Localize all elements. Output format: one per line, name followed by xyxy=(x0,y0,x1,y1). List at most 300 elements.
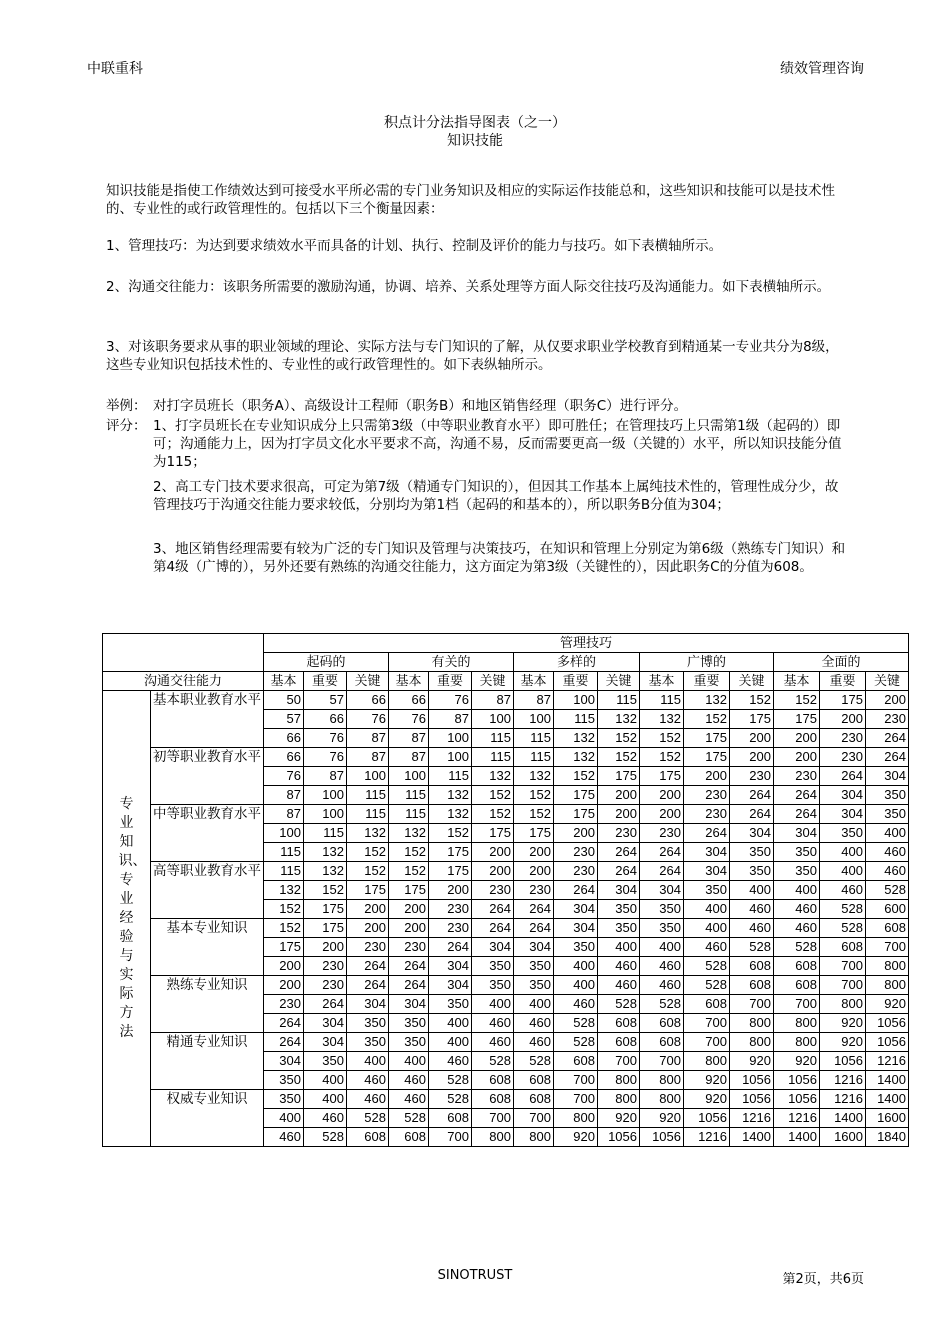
points-cell: 600 xyxy=(866,900,909,919)
table-row xyxy=(103,748,909,767)
points-cell: 175 xyxy=(774,710,820,729)
points-cell: 400 xyxy=(598,938,640,957)
points-cell: 264 xyxy=(730,805,774,824)
title-line-1: 积点计分法指导图表（之一） xyxy=(384,115,566,131)
points-cell: 152 xyxy=(472,786,514,805)
points-cell: 1056 xyxy=(774,1071,820,1090)
points-cell: 152 xyxy=(774,691,820,710)
points-cell: 700 xyxy=(820,976,866,995)
points-cell: 230 xyxy=(640,824,684,843)
points-cell: 800 xyxy=(866,976,909,995)
points-cell: 132 xyxy=(554,729,598,748)
points-cell: 115 xyxy=(264,843,304,862)
points-cell: 528 xyxy=(472,1052,514,1071)
mgmt-level-header: 多样的 xyxy=(514,653,640,672)
points-cell: 608 xyxy=(640,1033,684,1052)
points-cell: 264 xyxy=(730,786,774,805)
points-cell: 304 xyxy=(304,1014,347,1033)
comm-level-header: 关键 xyxy=(598,672,640,691)
points-cell: 800 xyxy=(774,1014,820,1033)
points-cell: 700 xyxy=(598,1052,640,1071)
points-cell: 115 xyxy=(640,691,684,710)
points-cell: 460 xyxy=(820,881,866,900)
points-cell: 304 xyxy=(347,995,389,1014)
points-cell: 115 xyxy=(472,729,514,748)
points-cell: 115 xyxy=(347,805,389,824)
points-cell: 400 xyxy=(820,862,866,881)
points-cell: 400 xyxy=(429,1014,472,1033)
points-cell: 350 xyxy=(472,976,514,995)
points-cell: 152 xyxy=(389,862,429,881)
points-cell: 460 xyxy=(640,957,684,976)
points-cell: 460 xyxy=(774,900,820,919)
points-cell: 920 xyxy=(554,1128,598,1147)
points-cell: 132 xyxy=(304,862,347,881)
points-cell: 528 xyxy=(514,1052,554,1071)
points-cell: 175 xyxy=(554,805,598,824)
points-cell: 528 xyxy=(684,957,730,976)
comm-level-header: 关键 xyxy=(730,672,774,691)
comm-level-header: 基本 xyxy=(774,672,820,691)
points-cell: 230 xyxy=(514,881,554,900)
comm-level-header: 基本 xyxy=(640,672,684,691)
points-cell: 350 xyxy=(640,900,684,919)
points-cell: 920 xyxy=(866,995,909,1014)
points-cell: 115 xyxy=(598,691,640,710)
points-cell: 400 xyxy=(684,900,730,919)
points-cell: 460 xyxy=(347,1071,389,1090)
points-cell: 608 xyxy=(554,1052,598,1071)
points-cell: 87 xyxy=(472,691,514,710)
points-cell: 200 xyxy=(774,729,820,748)
points-cell: 528 xyxy=(554,1014,598,1033)
points-cell: 400 xyxy=(820,843,866,862)
header-row-mgmt xyxy=(103,634,909,653)
points-cell: 700 xyxy=(774,995,820,1014)
points-cell: 100 xyxy=(472,710,514,729)
points-cell: 264 xyxy=(598,843,640,862)
points-cell: 175 xyxy=(304,919,347,938)
points-cell: 460 xyxy=(389,1071,429,1090)
points-cell: 230 xyxy=(820,729,866,748)
points-cell: 608 xyxy=(429,1109,472,1128)
points-cell: 460 xyxy=(598,957,640,976)
points-cell: 152 xyxy=(554,767,598,786)
points-cell: 350 xyxy=(264,1071,304,1090)
points-cell: 230 xyxy=(472,881,514,900)
points-cell: 200 xyxy=(304,938,347,957)
points-cell: 1216 xyxy=(684,1128,730,1147)
points-cell: 400 xyxy=(304,1090,347,1109)
points-cell: 304 xyxy=(472,938,514,957)
footer-brand: SINOTRUST xyxy=(437,1268,513,1283)
points-cell: 152 xyxy=(389,843,429,862)
points-cell: 400 xyxy=(514,995,554,1014)
points-cell: 608 xyxy=(598,1033,640,1052)
points-cell: 175 xyxy=(472,824,514,843)
mgmt-level-header: 广博的 xyxy=(640,653,774,672)
points-cell: 264 xyxy=(472,900,514,919)
points-cell: 608 xyxy=(472,1071,514,1090)
evaluation-label: 评分： xyxy=(106,418,147,434)
header-company: 中联重科 xyxy=(87,61,143,77)
points-cell: 460 xyxy=(598,976,640,995)
points-cell: 175 xyxy=(554,786,598,805)
points-cell: 460 xyxy=(429,1052,472,1071)
points-cell: 175 xyxy=(264,938,304,957)
points-cell: 920 xyxy=(684,1090,730,1109)
points-cell: 230 xyxy=(820,748,866,767)
knowledge-axis-text: 专业知识、专业经验与实际方法 xyxy=(118,796,147,1040)
points-cell: 460 xyxy=(554,995,598,1014)
points-cell: 100 xyxy=(389,767,429,786)
points-cell: 76 xyxy=(389,710,429,729)
points-cell: 700 xyxy=(820,957,866,976)
points-cell: 460 xyxy=(347,1090,389,1109)
points-cell: 230 xyxy=(264,995,304,1014)
points-cell: 230 xyxy=(774,767,820,786)
factor-3: 3、对该职务要求从事的职业领域的理论、实际方法与专门知识的了解，从仅要求职业学校教育到精通某一专业共分为8级，这些专业知识包括技术性的、专业性的或行政管理性的。如下表纵轴所示。 xyxy=(106,339,839,373)
points-cell: 608 xyxy=(389,1128,429,1147)
points-cell: 304 xyxy=(554,900,598,919)
points-cell: 132 xyxy=(554,748,598,767)
points-cell: 700 xyxy=(640,1052,684,1071)
points-cell: 264 xyxy=(389,976,429,995)
points-cell: 400 xyxy=(304,1071,347,1090)
points-cell: 1056 xyxy=(866,1014,909,1033)
points-cell: 76 xyxy=(264,767,304,786)
knowledge-axis-label xyxy=(103,691,151,1147)
points-cell: 304 xyxy=(820,786,866,805)
intro-paragraph: 知识技能是指使工作绩效达到可接受水平所必需的专门业务知识及相应的实际运作技能总和，这些知识和技能可以是技术性的、专业性的或行政管理性的。包括以下三个衡量因素： xyxy=(106,183,835,217)
points-cell: 115 xyxy=(264,862,304,881)
points-cell: 132 xyxy=(264,881,304,900)
points-cell: 115 xyxy=(429,767,472,786)
points-cell: 304 xyxy=(389,995,429,1014)
points-cell: 200 xyxy=(389,900,429,919)
points-cell: 87 xyxy=(514,691,554,710)
points-cell: 920 xyxy=(820,1014,866,1033)
points-cell: 608 xyxy=(514,1090,554,1109)
points-cell: 264 xyxy=(347,976,389,995)
points-cell: 1056 xyxy=(820,1052,866,1071)
points-cell: 528 xyxy=(598,995,640,1014)
points-cell: 400 xyxy=(472,995,514,1014)
points-cell: 700 xyxy=(684,1014,730,1033)
points-cell: 264 xyxy=(598,862,640,881)
points-cell: 200 xyxy=(598,786,640,805)
points-cell: 1400 xyxy=(866,1071,909,1090)
points-cell: 350 xyxy=(774,843,820,862)
table-row xyxy=(103,1090,909,1109)
points-cell: 350 xyxy=(264,1090,304,1109)
points-cell: 230 xyxy=(684,786,730,805)
points-cell: 608 xyxy=(514,1071,554,1090)
comm-level-header: 重要 xyxy=(554,672,598,691)
points-cell: 920 xyxy=(640,1109,684,1128)
points-cell: 800 xyxy=(514,1128,554,1147)
comm-level-header: 重要 xyxy=(304,672,347,691)
points-cell: 460 xyxy=(514,1014,554,1033)
points-cell: 460 xyxy=(684,938,730,957)
comm-level-header: 重要 xyxy=(429,672,472,691)
knowledge-level-label: 中等职业教育水平 xyxy=(151,805,264,862)
points-cell: 350 xyxy=(347,1033,389,1052)
evaluation-item-3: 3、地区销售经理需要有较为广泛的专门知识及管理与决策技巧，在知识和管理上分别定为第6级（熟练专门知识）和第4级（广博的），另外还要有熟练的沟通交往能力，这方面定为第3级（关键性的），因此职务C的分值为608。 xyxy=(153,541,846,575)
points-cell: 460 xyxy=(264,1128,304,1147)
knowledge-level-label: 基本专业知识 xyxy=(151,919,264,976)
points-cell: 175 xyxy=(730,710,774,729)
points-cell: 175 xyxy=(347,881,389,900)
points-cell: 608 xyxy=(640,1014,684,1033)
comm-skills-header: 沟通交往能力 xyxy=(103,672,264,691)
points-cell: 175 xyxy=(598,767,640,786)
points-cell: 115 xyxy=(389,805,429,824)
points-cell: 350 xyxy=(429,995,472,1014)
points-cell: 200 xyxy=(640,805,684,824)
knowledge-points-table xyxy=(102,633,909,1147)
points-cell: 152 xyxy=(472,805,514,824)
points-cell: 57 xyxy=(304,691,347,710)
knowledge-level-label: 精通专业知识 xyxy=(151,1033,264,1090)
points-cell: 1600 xyxy=(866,1109,909,1128)
points-cell: 460 xyxy=(514,1033,554,1052)
table-row xyxy=(103,919,909,938)
comm-level-header: 关键 xyxy=(347,672,389,691)
points-cell: 230 xyxy=(429,900,472,919)
points-cell: 200 xyxy=(429,881,472,900)
points-cell: 304 xyxy=(820,805,866,824)
points-cell: 460 xyxy=(730,900,774,919)
points-cell: 87 xyxy=(429,710,472,729)
points-cell: 200 xyxy=(640,786,684,805)
points-cell: 608 xyxy=(774,976,820,995)
points-cell: 175 xyxy=(429,843,472,862)
points-cell: 528 xyxy=(429,1071,472,1090)
points-cell: 700 xyxy=(429,1128,472,1147)
points-cell: 115 xyxy=(554,710,598,729)
points-cell: 132 xyxy=(389,824,429,843)
example-text: 对打字员班长（职务A）、高级设计工程师（职务B）和地区销售经理（职务C）进行评分。 xyxy=(153,398,688,414)
points-cell: 264 xyxy=(264,1033,304,1052)
points-cell: 800 xyxy=(730,1033,774,1052)
points-cell: 115 xyxy=(514,748,554,767)
mgmt-level-header: 有关的 xyxy=(389,653,514,672)
points-cell: 460 xyxy=(472,1014,514,1033)
points-cell: 800 xyxy=(774,1033,820,1052)
points-cell: 800 xyxy=(730,1014,774,1033)
points-cell: 350 xyxy=(389,1014,429,1033)
points-cell: 264 xyxy=(514,919,554,938)
points-cell: 230 xyxy=(389,938,429,957)
points-cell: 350 xyxy=(598,900,640,919)
points-cell: 350 xyxy=(684,881,730,900)
points-cell: 230 xyxy=(304,976,347,995)
points-cell: 230 xyxy=(304,957,347,976)
table-row xyxy=(103,691,909,710)
points-cell: 200 xyxy=(264,957,304,976)
points-cell: 175 xyxy=(684,729,730,748)
points-cell: 264 xyxy=(389,957,429,976)
points-cell: 152 xyxy=(598,748,640,767)
points-cell: 76 xyxy=(304,729,347,748)
points-cell: 1056 xyxy=(774,1090,820,1109)
points-cell: 152 xyxy=(429,824,472,843)
points-cell: 100 xyxy=(514,710,554,729)
points-cell: 230 xyxy=(554,843,598,862)
points-cell: 400 xyxy=(389,1052,429,1071)
points-cell: 700 xyxy=(684,1033,730,1052)
points-cell: 200 xyxy=(774,748,820,767)
comm-level-header: 关键 xyxy=(472,672,514,691)
points-cell: 350 xyxy=(866,786,909,805)
points-cell: 230 xyxy=(598,824,640,843)
points-cell: 115 xyxy=(347,786,389,805)
points-cell: 400 xyxy=(347,1052,389,1071)
points-cell: 608 xyxy=(684,995,730,1014)
points-cell: 304 xyxy=(640,881,684,900)
comm-level-header: 基本 xyxy=(389,672,429,691)
points-cell: 175 xyxy=(684,748,730,767)
points-cell: 304 xyxy=(866,767,909,786)
points-cell: 132 xyxy=(472,767,514,786)
points-cell: 460 xyxy=(774,919,820,938)
header-row-comm xyxy=(103,672,909,691)
knowledge-level-label: 基本职业教育水平 xyxy=(151,691,264,748)
points-cell: 700 xyxy=(554,1090,598,1109)
points-cell: 1216 xyxy=(730,1109,774,1128)
comm-level-header: 关键 xyxy=(866,672,909,691)
points-cell: 528 xyxy=(389,1109,429,1128)
points-cell: 920 xyxy=(820,1033,866,1052)
points-cell: 264 xyxy=(304,995,347,1014)
points-cell: 152 xyxy=(640,748,684,767)
points-cell: 304 xyxy=(554,919,598,938)
points-cell: 608 xyxy=(866,919,909,938)
points-cell: 87 xyxy=(389,729,429,748)
points-cell: 200 xyxy=(514,843,554,862)
points-cell: 350 xyxy=(774,862,820,881)
points-cell: 152 xyxy=(640,729,684,748)
points-cell: 132 xyxy=(640,710,684,729)
points-cell: 1400 xyxy=(866,1090,909,1109)
points-cell: 800 xyxy=(598,1071,640,1090)
points-cell: 200 xyxy=(389,919,429,938)
points-cell: 460 xyxy=(866,843,909,862)
points-cell: 304 xyxy=(429,976,472,995)
points-cell: 152 xyxy=(347,862,389,881)
points-cell: 264 xyxy=(554,881,598,900)
points-cell: 87 xyxy=(389,748,429,767)
points-cell: 350 xyxy=(730,862,774,881)
points-cell: 700 xyxy=(866,938,909,957)
points-cell: 100 xyxy=(264,824,304,843)
points-cell: 1216 xyxy=(866,1052,909,1071)
points-cell: 1216 xyxy=(820,1090,866,1109)
points-cell: 152 xyxy=(347,843,389,862)
points-cell: 528 xyxy=(820,919,866,938)
knowledge-level-label: 权威专业知识 xyxy=(151,1090,264,1147)
points-cell: 152 xyxy=(264,919,304,938)
points-cell: 115 xyxy=(472,748,514,767)
points-cell: 100 xyxy=(304,805,347,824)
points-cell: 200 xyxy=(820,710,866,729)
points-cell: 700 xyxy=(554,1071,598,1090)
points-cell: 264 xyxy=(514,900,554,919)
points-cell: 350 xyxy=(472,957,514,976)
comm-level-header: 重要 xyxy=(684,672,730,691)
points-cell: 200 xyxy=(347,900,389,919)
points-cell: 800 xyxy=(640,1071,684,1090)
corner-cell xyxy=(103,634,264,672)
points-cell: 87 xyxy=(264,805,304,824)
points-cell: 800 xyxy=(554,1109,598,1128)
points-cell: 400 xyxy=(774,881,820,900)
points-cell: 400 xyxy=(684,919,730,938)
title-line-2: 知识技能 xyxy=(447,133,503,149)
points-cell: 608 xyxy=(598,1014,640,1033)
points-cell: 460 xyxy=(730,919,774,938)
points-cell: 87 xyxy=(347,729,389,748)
points-cell: 460 xyxy=(304,1109,347,1128)
points-cell: 528 xyxy=(730,938,774,957)
points-cell: 528 xyxy=(304,1128,347,1147)
points-cell: 200 xyxy=(347,919,389,938)
points-cell: 175 xyxy=(389,881,429,900)
points-cell: 304 xyxy=(304,1033,347,1052)
points-cell: 920 xyxy=(684,1071,730,1090)
points-cell: 1056 xyxy=(684,1109,730,1128)
points-cell: 800 xyxy=(598,1090,640,1109)
points-cell: 350 xyxy=(304,1052,347,1071)
points-cell: 115 xyxy=(514,729,554,748)
points-cell: 115 xyxy=(389,786,429,805)
points-cell: 528 xyxy=(820,900,866,919)
points-cell: 400 xyxy=(264,1109,304,1128)
points-cell: 87 xyxy=(304,767,347,786)
points-cell: 200 xyxy=(684,767,730,786)
points-cell: 350 xyxy=(554,938,598,957)
page-title xyxy=(0,114,950,150)
points-cell: 200 xyxy=(866,691,909,710)
table-row xyxy=(103,805,909,824)
points-cell: 528 xyxy=(640,995,684,1014)
points-cell: 66 xyxy=(304,710,347,729)
points-cell: 608 xyxy=(347,1128,389,1147)
points-cell: 1216 xyxy=(774,1109,820,1128)
footer-page-number: 第2页，共6页 xyxy=(782,1272,864,1287)
points-cell: 100 xyxy=(304,786,347,805)
comm-level-header: 重要 xyxy=(820,672,866,691)
points-cell: 800 xyxy=(640,1090,684,1109)
points-cell: 87 xyxy=(264,786,304,805)
points-cell: 200 xyxy=(554,824,598,843)
points-cell: 1056 xyxy=(640,1128,684,1147)
points-cell: 76 xyxy=(429,691,472,710)
points-cell: 350 xyxy=(389,1033,429,1052)
points-cell: 608 xyxy=(730,976,774,995)
points-cell: 400 xyxy=(429,1033,472,1052)
knowledge-level-label: 熟练专业知识 xyxy=(151,976,264,1033)
points-cell: 608 xyxy=(774,957,820,976)
points-cell: 100 xyxy=(429,748,472,767)
points-cell: 350 xyxy=(514,976,554,995)
points-cell: 350 xyxy=(730,843,774,862)
factor-1: 1、管理技巧：为达到要求绩效水平而具备的计划、执行、控制及评价的能力与技巧。如下表横轴所示。 xyxy=(106,238,723,254)
points-cell: 920 xyxy=(774,1052,820,1071)
comm-level-header: 基本 xyxy=(514,672,554,691)
points-cell: 230 xyxy=(866,710,909,729)
